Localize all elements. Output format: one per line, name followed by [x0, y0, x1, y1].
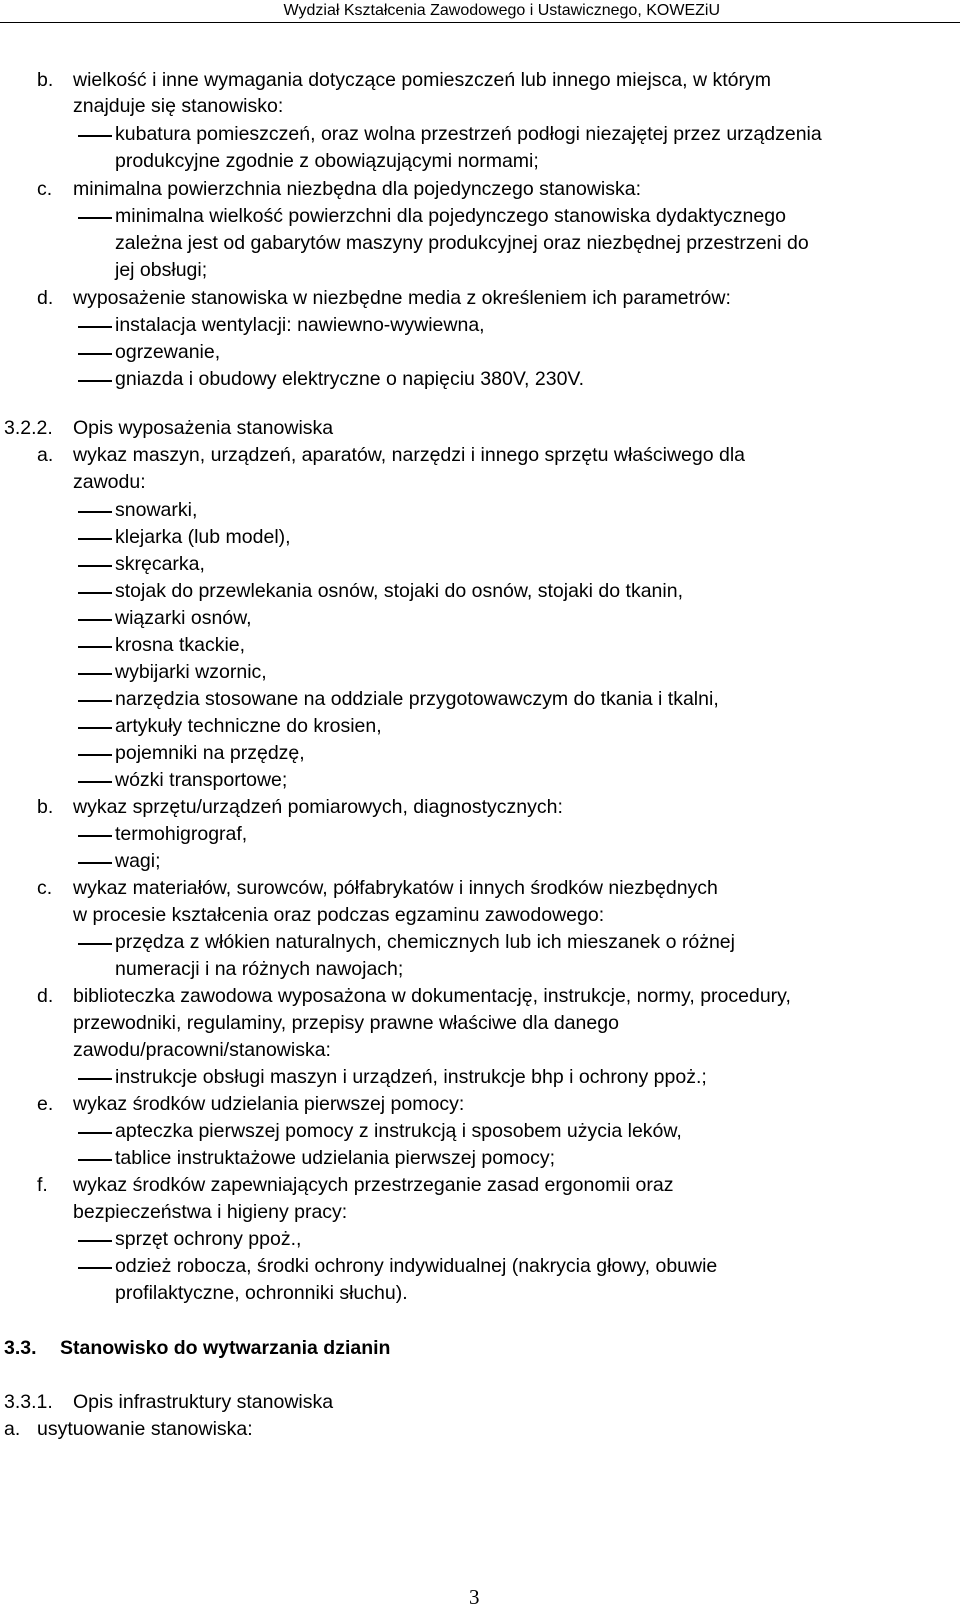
text-line: wózki transportowe;	[115, 769, 288, 791]
text-line: ogrzewanie,	[115, 341, 221, 363]
section-number: 3.3.	[4, 1337, 37, 1359]
dash-bullet	[78, 646, 112, 648]
dash-bullet	[78, 380, 112, 382]
text-line: odzież robocza, środki ochrony indywidualnej (nakrycia głowy, obuwie	[115, 1255, 718, 1277]
text-line: bezpieczeństwa i higieny pracy:	[73, 1201, 348, 1223]
text-line: wagi;	[115, 850, 161, 872]
dash-bullet	[78, 754, 112, 756]
list-label-a: a.	[37, 444, 54, 466]
text-line: wykaz maszyn, urządzeń, aparatów, narzędzi i innego sprzętu właściwego dla	[73, 444, 746, 466]
text-line: jej obsługi;	[115, 259, 208, 281]
text-line: wyposażenie stanowiska w niezbędne media z określeniem ich parametrów:	[73, 287, 731, 309]
text-line: narzędzia stosowane na oddziale przygotowawczym do tkania i tkalni,	[115, 688, 719, 710]
dash-bullet	[78, 1078, 112, 1080]
list-label-c: c.	[37, 178, 53, 200]
text-line: wykaz sprzętu/urządzeń pomiarowych, diagnostycznych:	[73, 796, 563, 818]
text-line: zawodu/pracowni/stanowiska:	[73, 1039, 331, 1061]
dash-bullet	[78, 1159, 112, 1161]
dash-bullet	[78, 592, 112, 594]
text-line: zawodu:	[73, 471, 146, 493]
text-line: krosna tkackie,	[115, 634, 246, 656]
dash-bullet	[78, 781, 112, 783]
text-line: pojemniki na przędzę,	[115, 742, 305, 764]
dash-bullet	[78, 943, 112, 945]
list-label-b: b.	[37, 69, 54, 91]
header-rule	[0, 22, 960, 23]
list-label-d: d.	[37, 287, 54, 309]
dash-bullet	[78, 1240, 112, 1242]
dash-bullet	[78, 565, 112, 567]
text-line: wykaz materiałów, surowców, półfabrykatów i innych środków niezbędnych	[73, 877, 718, 899]
dash-bullet	[78, 511, 112, 513]
dash-bullet	[78, 326, 112, 328]
text-line: klejarka (lub model),	[115, 526, 291, 548]
section-heading: Stanowisko do wytwarzania dzianin	[60, 1337, 391, 1359]
list-label-a: a.	[4, 1418, 21, 1440]
text-line: stojak do przewlekania osnów, stojaki do osnów, stojaki do tkanin,	[115, 580, 683, 602]
dash-bullet	[78, 673, 112, 675]
dash-bullet	[78, 353, 112, 355]
text-line: snowarki,	[115, 499, 198, 521]
text-line: profilaktyczne, ochronniki słuchu).	[115, 1282, 408, 1304]
dash-bullet	[78, 835, 112, 837]
section-heading: Opis wyposażenia stanowiska	[73, 417, 334, 439]
text-line: zależna jest od gabarytów maszyny produkcyjnej oraz niezbędnej przestrzeni do	[115, 232, 809, 254]
text-line: minimalna wielkość powierzchni dla pojedynczego stanowiska dydaktycznego	[115, 205, 786, 227]
dash-bullet	[78, 538, 112, 540]
text-line: wielkość i inne wymagania dotyczące pomieszczeń lub innego miejsca, w którym	[73, 69, 771, 91]
text-line: minimalna powierzchnia niezbędna dla pojedynczego stanowiska:	[73, 178, 642, 200]
dash-bullet	[78, 217, 112, 219]
section-heading: Opis infrastruktury stanowiska	[73, 1391, 334, 1413]
text-line: przewodniki, regulaminy, przepisy prawne właściwe dla danego	[73, 1012, 619, 1034]
text-line: wybijarki wzornic,	[115, 661, 267, 683]
text-line: przędza z włókien naturalnych, chemicznych lub ich mieszanek o różnej	[115, 931, 735, 953]
text-line: kubatura pomieszczeń, oraz wolna przestrzeń podłogi niezajętej przez urządzenia	[115, 123, 822, 145]
text-line: produkcyjne zgodnie z obowiązującymi normami;	[115, 150, 539, 172]
text-line: termohigrograf,	[115, 823, 248, 845]
text-line: wykaz środków udzielania pierwszej pomocy:	[73, 1093, 465, 1115]
dash-bullet	[78, 700, 112, 702]
list-label-b: b.	[37, 796, 54, 818]
list-label-d: d.	[37, 985, 54, 1007]
text-line: artykuły techniczne do krosien,	[115, 715, 382, 737]
dash-bullet	[78, 1132, 112, 1134]
list-label-c: c.	[37, 877, 53, 899]
text-line: biblioteczka zawodowa wyposażona w dokumentację, instrukcje, normy, procedury,	[73, 985, 791, 1007]
dash-bullet	[78, 1267, 112, 1269]
text-line: tablice instruktażowe udzielania pierwszej pomocy;	[115, 1147, 556, 1169]
text-line: wykaz środków zapewniających przestrzeganie zasad ergonomii oraz	[73, 1174, 674, 1196]
dash-bullet	[78, 727, 112, 729]
text-line: znajduje się stanowisko:	[73, 95, 284, 117]
text-line: usytuowanie stanowiska:	[37, 1418, 253, 1440]
text-line: instrukcje obsługi maszyn i urządzeń, instrukcje bhp i ochrony ppoż.;	[115, 1066, 707, 1088]
dash-bullet	[78, 862, 112, 864]
text-line: skręcarka,	[115, 553, 205, 575]
dash-bullet	[78, 619, 112, 621]
section-number: 3.2.2.	[4, 417, 53, 439]
running-header: Wydział Kształcenia Zawodowego i Ustawicznego, KOWEZiU	[283, 2, 720, 19]
text-line: wiązarki osnów,	[115, 607, 252, 629]
text-line: numeracji i na różnych nawojach;	[115, 958, 404, 980]
text-line: apteczka pierwszej pomocy z instrukcją i sposobem użycia leków,	[115, 1120, 682, 1142]
text-line: gniazda i obudowy elektryczne o napięciu 380V, 230V.	[115, 368, 585, 390]
text-line: instalacja wentylacji: nawiewno-wywiewna,	[115, 314, 485, 336]
page-number: 3	[469, 1585, 480, 1609]
list-label-e: e.	[37, 1093, 54, 1115]
text-line: sprzęt ochrony ppoż.,	[115, 1228, 302, 1250]
dash-bullet	[78, 135, 112, 137]
text-line: w procesie kształcenia oraz podczas egzaminu zawodowego:	[73, 904, 605, 926]
list-label-f: f.	[37, 1174, 48, 1196]
section-number: 3.3.1.	[4, 1391, 53, 1413]
